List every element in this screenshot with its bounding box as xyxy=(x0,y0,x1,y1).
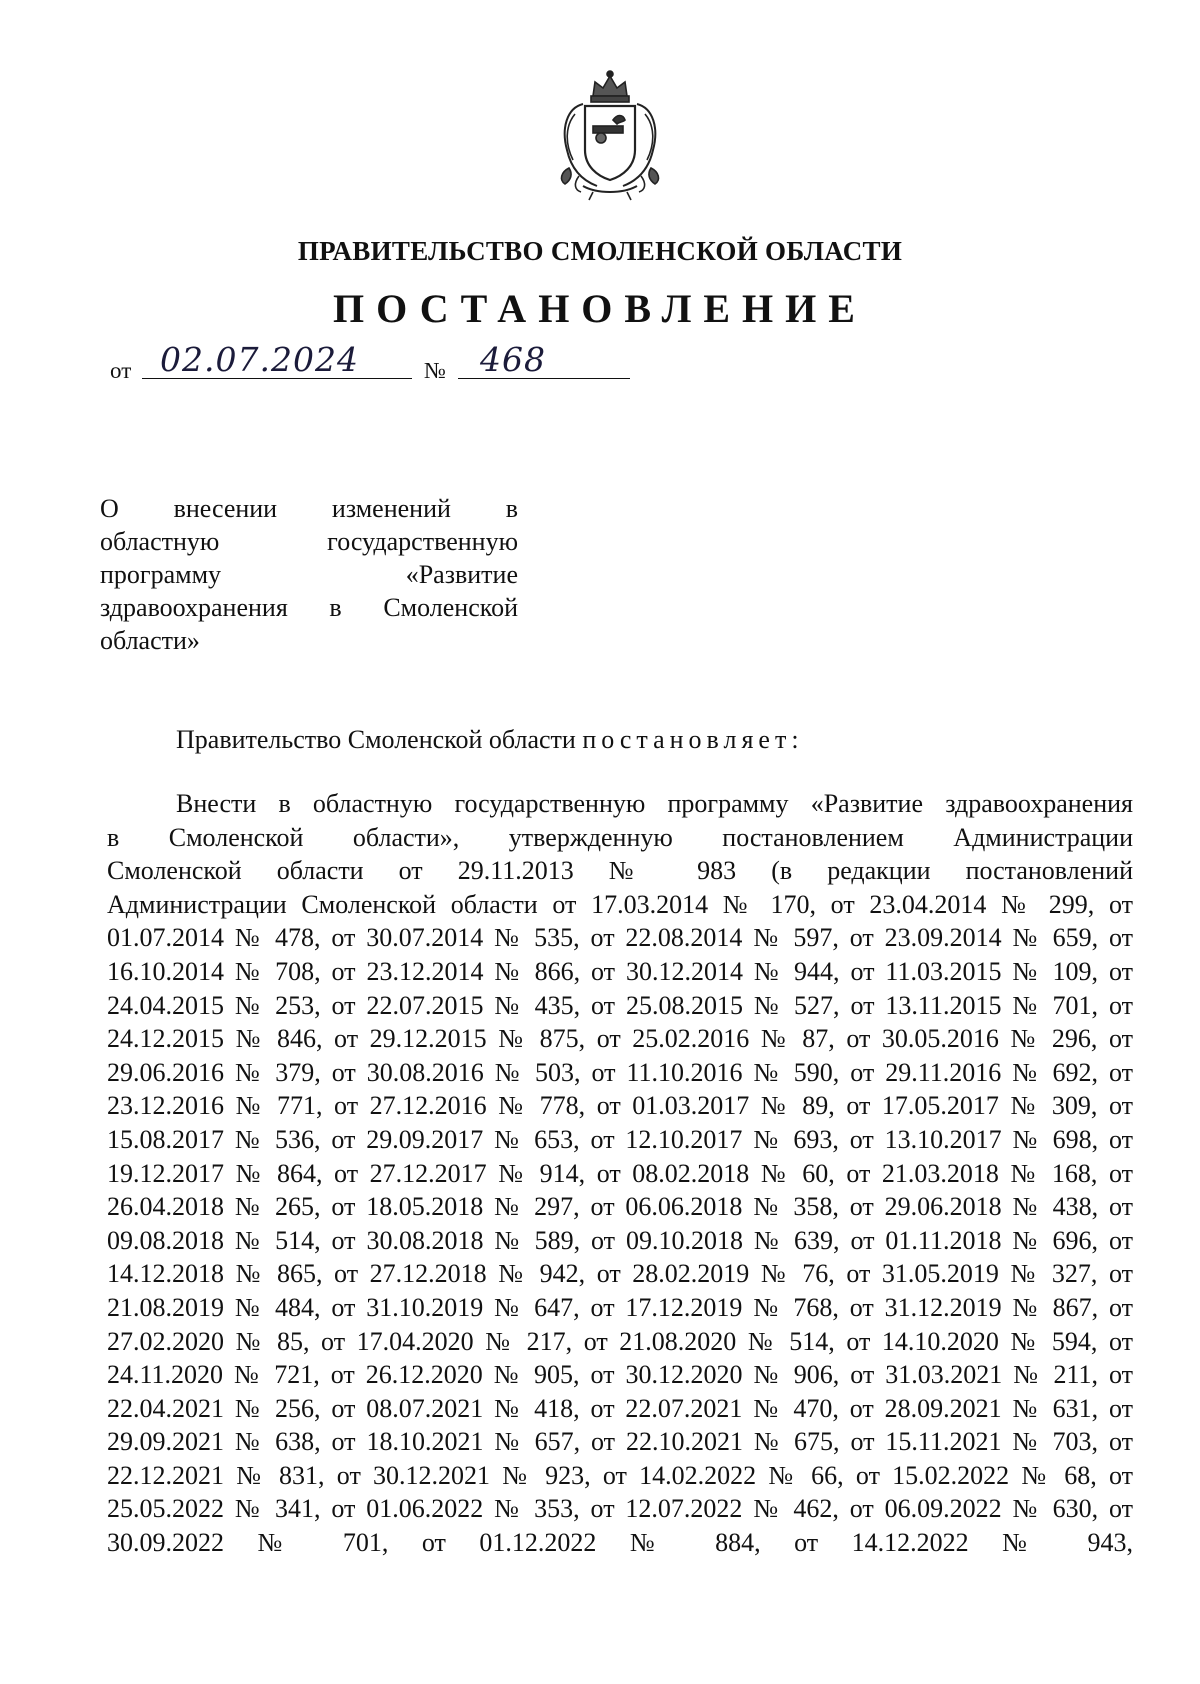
document-subject xyxy=(100,492,518,657)
body-line: 15.08.2017 № 536, от 29.09.2017 № 653, от 12.10.2017 № 693, от 13.10.2017 № 698, от xyxy=(107,1124,1133,1154)
subject-line: областную государственную xyxy=(100,527,518,556)
organization-title: ПРАВИТЕЛЬСТВО СМОЛЕНСКОЙ ОБЛАСТИ xyxy=(297,236,903,266)
body-line: 24.11.2020 № 721, от 26.12.2020 № 905, от 30.12.2020 № 906, от 31.03.2021 № 211, от xyxy=(107,1360,1133,1390)
document-type-title: ПОСТАНОВЛЕНИЕ xyxy=(333,286,867,331)
date-number-line xyxy=(110,340,630,386)
subject-line: области» xyxy=(100,626,200,655)
body-line: 14.12.2018 № 865, от 27.12.2018 № 942, от 28.02.2019 № 76, от 31.05.2019 № 327, от xyxy=(107,1259,1133,1289)
body-line: 16.10.2014 № 708, от 23.12.2014 № 866, от 30.12.2014 № 944, от 11.03.2015 № 109, от xyxy=(107,956,1133,986)
decree-statement xyxy=(176,725,804,755)
body-line: в Смоленской области», утвержденную постановлением Администрации xyxy=(107,822,1133,852)
body-line: 27.02.2020 № 85, от 17.04.2020 № 217, от 21.08.2020 № 514, от 14.10.2020 № 594, от xyxy=(107,1326,1133,1356)
body-line: Смоленской области от 29.11.2013 № 983 (в редакции постановлений xyxy=(107,856,1133,886)
body-line: Внести в областную государственную программу «Развитие здравоохранения xyxy=(176,789,1133,818)
body-line: 24.04.2015 № 253, от 22.07.2015 № 435, от 25.08.2015 № 527, от 13.11.2015 № 701, от xyxy=(107,990,1133,1020)
coat-of-arms-icon xyxy=(553,68,667,202)
decree-prefix: Правительство Смоленской области xyxy=(176,725,576,754)
body-line: 29.09.2021 № 638, от 18.10.2021 № 657, от 22.10.2021 № 675, от 15.11.2021 № 703, от xyxy=(107,1427,1133,1457)
handwritten-number: 468 xyxy=(480,340,546,379)
body-line: 21.08.2019 № 484, от 31.10.2019 № 647, от 17.12.2019 № 768, от 31.12.2019 № 867, от xyxy=(107,1292,1133,1322)
body-line: 25.05.2022 № 341, от 01.06.2022 № 353, от 12.07.2022 № 462, от 06.09.2022 № 630, от xyxy=(107,1494,1133,1524)
body-line: 26.04.2018 № 265, от 18.05.2018 № 297, от 06.06.2018 № 358, от 29.06.2018 № 438, от xyxy=(107,1192,1133,1222)
body-line: 09.08.2018 № 514, от 30.08.2018 № 589, от 09.10.2018 № 639, от 01.11.2018 № 696, от xyxy=(107,1225,1133,1255)
body-line: 19.12.2017 № 864, от 27.12.2017 № 914, от 08.02.2018 № 60, от 21.03.2018 № 168, от xyxy=(107,1158,1133,1188)
decree-verb: постановляет: xyxy=(582,725,804,754)
number-sign-label: № xyxy=(424,358,446,383)
body-line: 23.12.2016 № 771, от 27.12.2016 № 778, от 01.03.2017 № 89, от 17.05.2017 № 309, от xyxy=(107,1091,1133,1121)
handwritten-date: 02.07.2024 xyxy=(160,340,359,379)
date-prefix-label: от xyxy=(110,358,132,383)
body-line: 24.12.2015 № 846, от 29.12.2015 № 875, от 25.02.2016 № 87, от 30.05.2016 № 296, от xyxy=(107,1024,1133,1054)
body-line: 29.06.2016 № 379, от 30.08.2016 № 503, от 11.10.2016 № 590, от 29.11.2016 № 692, от xyxy=(107,1057,1133,1087)
subject-line: программу «Развитие xyxy=(100,560,518,589)
body-line: 22.04.2021 № 256, от 08.07.2021 № 418, от 22.07.2021 № 470, от 28.09.2021 № 631, от xyxy=(107,1393,1133,1423)
subject-line: О внесении изменений в xyxy=(100,494,518,523)
body-paragraph xyxy=(107,787,1133,1560)
body-line: 01.07.2014 № 478, от 30.07.2014 № 535, от 22.08.2014 № 597, от 23.09.2014 № 659, от xyxy=(107,923,1133,953)
coat-of-arms-emblem xyxy=(553,68,667,202)
body-line: 30.09.2022 № 701, от 01.12.2022 № 884, от 14.12.2022 № 943, xyxy=(107,1528,1133,1558)
body-line: Администрации Смоленской области от 17.03.2014 № 170, от 23.04.2014 № 299, от xyxy=(107,889,1133,919)
body-line: 22.12.2021 № 831, от 30.12.2021 № 923, от 14.02.2022 № 66, от 15.02.2022 № 68, от xyxy=(107,1460,1133,1490)
subject-line: здравоохранения в Смоленской xyxy=(100,593,518,622)
